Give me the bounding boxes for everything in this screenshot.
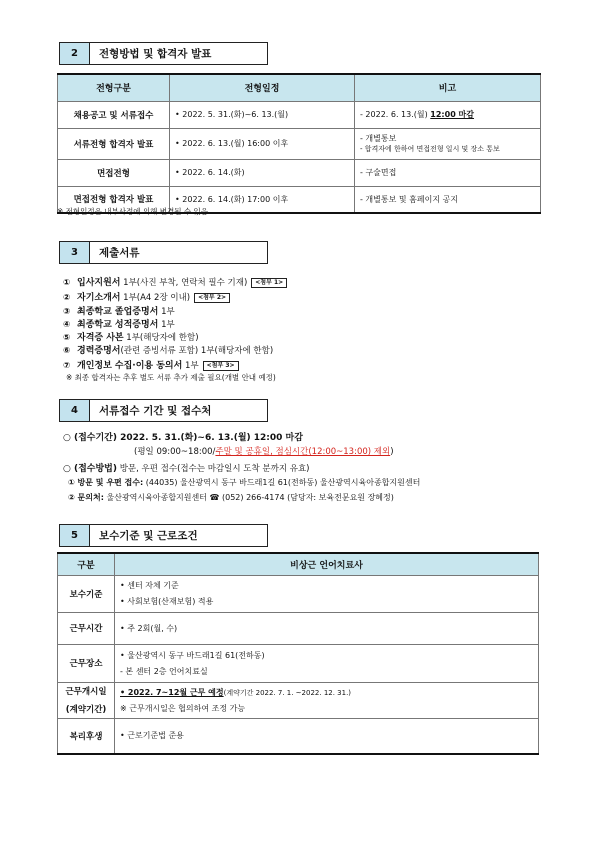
attachment-tag: <첨부 3> bbox=[203, 361, 239, 371]
doc-item: ③ 최종학교 졸업증명서 1부 bbox=[63, 307, 175, 317]
section-3-header bbox=[59, 241, 268, 264]
contact-line: ② 문의처: 울산광역시육아종합지원센터 ☎ (052) 266-4174 (담당자: 보육전문요원 장혜정) bbox=[68, 493, 394, 502]
attachment-tag: <첨부 2> bbox=[194, 293, 230, 303]
table-row: 채용공고 및 서류접수 • 2022. 5. 31.(화)~6. 13.(월) - 2022. 6. 13.(월) 12:00 마감 bbox=[58, 101, 541, 128]
doc-note: ※ 최종 합격자는 추후 별도 서류 추가 제출 필요(개별 안내 예정) bbox=[66, 373, 276, 382]
schedule-table bbox=[57, 73, 541, 214]
table-row: 근무개시일 (계약기간) • 2022. 7~12월 근무 예정(계약기간 2022. 7. 1. ~2022. 12. 31.) ※ 근무개시일은 협의하여 조정 가능 bbox=[58, 682, 539, 718]
section-2-header bbox=[59, 42, 268, 65]
doc-item: ⑦ 개인정보 수집·이용 동의서 1부 <첨부 3> bbox=[63, 358, 239, 371]
section-number: 3 bbox=[59, 241, 90, 264]
section-4-header bbox=[59, 399, 268, 422]
section-number: 2 bbox=[59, 42, 90, 65]
doc-item: ⑥ 경력증명서(관련 증빙서류 포함) 1부(해당자에 한함) bbox=[63, 346, 274, 356]
doc-item: ⑤ 자격증 사본 1부(해당자에 한함) bbox=[63, 333, 199, 343]
table-row: 면접전형 합격자 발표 • 2022. 6. 14.(화) 17:00 이후 - 개별통보 및 홈페이지 공지 bbox=[58, 186, 541, 213]
method-line: ○ (접수방법) 방문, 우편 접수(접수는 마감일시 도착 분까지 유효) bbox=[63, 464, 310, 474]
period-sub: (평일 09:00~18:00/주말 및 공휴일, 점심시간(12:00~13:00) 제외) bbox=[134, 447, 394, 457]
doc-item: ④ 최종학교 성적증명서 1부 bbox=[63, 320, 175, 330]
section-5-header bbox=[59, 524, 268, 547]
table-row: 면접전형 • 2022. 6. 14.(화) - 구술면접 bbox=[58, 159, 541, 186]
section-title: 서류접수 기간 및 접수처 bbox=[90, 399, 268, 422]
table-row: 복리후생 • 근로기준법 준용 bbox=[58, 718, 539, 754]
section-title: 보수기준 및 근로조건 bbox=[90, 524, 268, 547]
visit-line: ① 방문 및 우편 접수: (44035) 울산광역시 동구 바드래1길 61(전하동) 울산광역시육아종합지원센터 bbox=[68, 478, 421, 487]
section-number: 5 bbox=[59, 524, 90, 547]
section-title: 제출서류 bbox=[90, 241, 268, 264]
table-row: 서류전형 합격자 발표 • 2022. 6. 13.(월) 16:00 이후 - 개별통보 - 합격자에 한하여 면접전형 일시 및 장소 통보 bbox=[58, 128, 541, 159]
section-number: 4 bbox=[59, 399, 90, 422]
doc-item: ② 자기소개서 1부(A4 2장 이내) <첨부 2> bbox=[63, 290, 230, 303]
section-title: 전형방법 및 합격자 발표 bbox=[90, 42, 268, 65]
table-header: 전형구분 bbox=[58, 74, 170, 101]
doc-item: ① 입사지원서 1부(사진 부착, 연락처 필수 기재) <첨부 1> bbox=[63, 275, 287, 288]
table-row: 보수기준 • 센터 자체 기준 • 사회보험(산재보험) 적용 bbox=[58, 575, 539, 612]
attachment-tag: <첨부 1> bbox=[251, 278, 287, 288]
table-header: 구분 bbox=[58, 553, 115, 575]
table-row: 근무장소 • 울산광역시 동구 바드래1길 61(전하동) - 본 센터 2층 언어치료실 bbox=[58, 644, 539, 682]
conditions-table bbox=[57, 552, 539, 755]
schedule-footnote: ※ 전형일정은 내부사정에 의해 변경될 수 있음 bbox=[57, 207, 208, 216]
period-line: ○ (접수기간) 2022. 5. 31.(화)~6. 13.(월) 12:00 마감 bbox=[63, 433, 303, 443]
table-header: 전형일정 bbox=[170, 74, 355, 101]
table-header: 비상근 언어치료사 bbox=[115, 553, 539, 575]
table-row: 근무시간 • 주 2회(월, 수) bbox=[58, 612, 539, 644]
table-header: 비고 bbox=[355, 74, 541, 101]
